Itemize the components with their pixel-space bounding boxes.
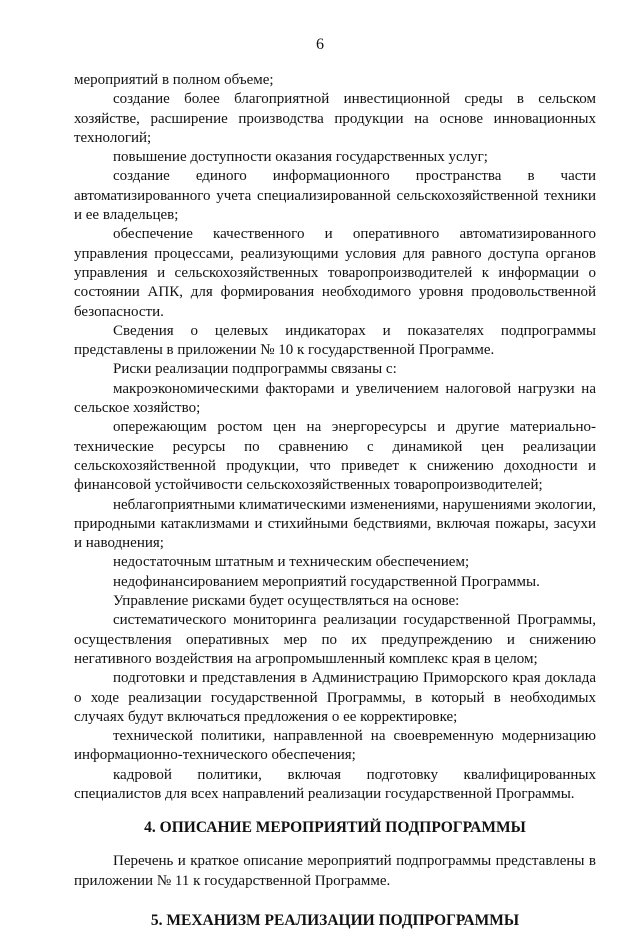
paragraph: повышение доступности оказания государственных услуг; — [113, 149, 488, 166]
paragraph: обеспечение качественного и оперативного автоматизированного управления процессами, реализующими условия для равного доступа органов управления и сельскохозяйственных товаропроизводителей к информации о состоянии АПК, для формирования необходимого уровня продовольственной безопасности. — [74, 226, 596, 320]
section-heading-4: 4. ОПИСАНИЕ МЕРОПРИЯТИЙ ПОДПРОГРАММЫ — [144, 819, 526, 837]
paragraph: систематического мониторинга реализации государственной Программы, осуществления оперативных мер по их предупреждению и снижению негативного воздействия на агропромышленный комплекс края в целом; — [74, 612, 596, 667]
document-body — [74, 71, 596, 945]
paragraph: недостаточным штатным и техническим обеспечением; — [113, 554, 470, 571]
paragraph: Сведения о целевых индикаторах и показателях подпрограммы представлены в приложении № 10 к государственной Программе. — [74, 322, 596, 359]
paragraph: недофинансированием мероприятий государственной Программы. — [113, 573, 540, 590]
page-number: 6 — [316, 36, 324, 53]
paragraph: создание более благоприятной инвестиционной среды в сельском хозяйстве, расширение производства продукции на основе инновационных технологий; — [74, 91, 596, 146]
paragraph-list — [74, 71, 596, 804]
paragraph: технической политики, направленной на своевременную модернизацию информационно-технического обеспечения; — [74, 728, 596, 764]
paragraph: Риски реализации подпрограммы связаны с: — [113, 361, 397, 378]
paragraph: неблагоприятными климатическими изменениями, нарушениями экологии, природными катаклизмами и стихийными бедствиями, включая пожары, засухи и наводнения; — [74, 496, 596, 552]
paragraph: Управление рисками будет осуществляться на основе: — [113, 593, 460, 610]
paragraph: макроэкономическими факторами и увеличением налоговой нагрузки на сельское хозяйство; — [74, 380, 596, 417]
paragraph: кадровой политики, включая подготовку квалифицированных специалистов для всех направлений реализации государственной Программы. — [74, 766, 596, 802]
paragraph: мероприятий в полном объеме; — [74, 72, 274, 88]
paragraph: подготовки и представления в Администрацию Приморского края доклада о ходе реализации государственной Программы, в который в необходимых случаях будут включаться предложения о ее корректировке; — [74, 670, 596, 725]
paragraph: опережающим ростом цен на энергоресурсы и другие материально-технические ресурсы по сравнению с динамикой цен реализации сельскохозяйственной продукции, что приведет к снижению доходности и финансовой устойчивости сельскохозяйственных товаропроизводителей; — [74, 419, 596, 494]
paragraph: создание единого информационного пространства в части автоматизированного учета специализированной сельскохозяйственной техники и ее владельцев; — [74, 168, 596, 224]
section-4-paragraph: Перечень и краткое описание мероприятий подпрограммы представлены в приложении № 11 к государственной Программе. — [74, 853, 596, 889]
section-heading-5: 5. МЕХАНИЗМ РЕАЛИЗАЦИИ ПОДПРОГРАММЫ — [150, 911, 520, 929]
